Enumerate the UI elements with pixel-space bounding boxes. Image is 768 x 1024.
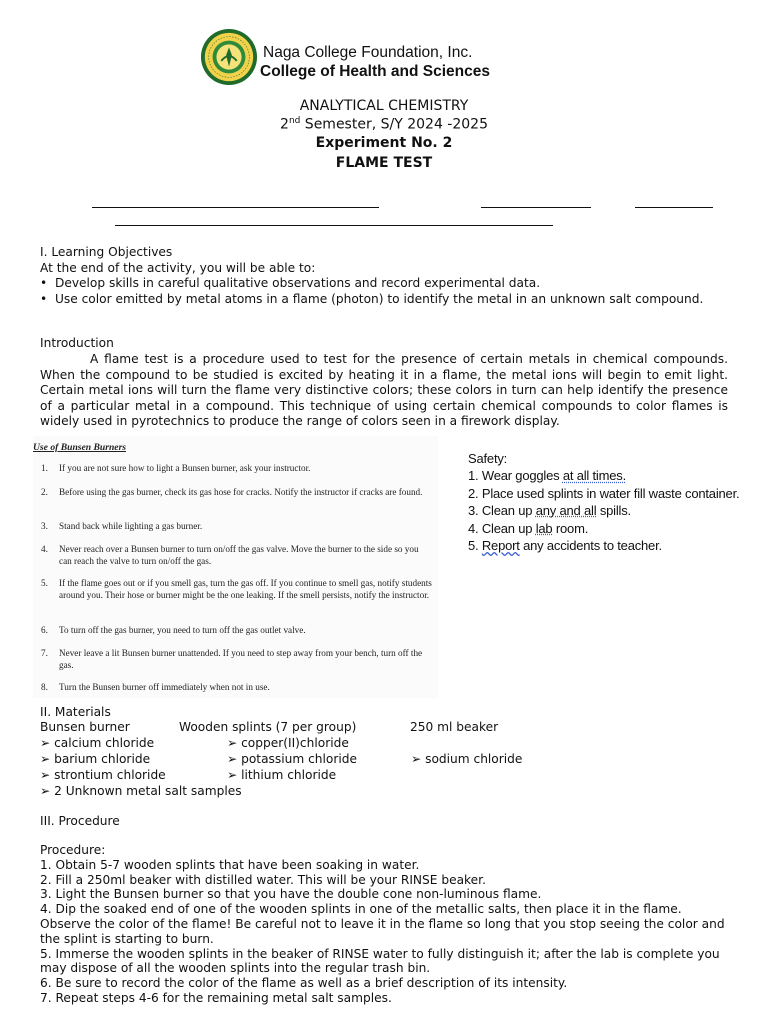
safety-item: 3. Clean up any and all spills. (468, 503, 631, 519)
procedure-step: 1. Obtain 5-7 wooden splints that have been soaking in water. (40, 857, 420, 872)
bunsen-rule-item: 5. If the flame goes out or if you smell gas, turn the gas off. If you continue to smell gas, notify students around you. Their hose or burner might be the one leaking. If the smell persists, notify the instructor. (41, 578, 432, 600)
material-item: ➢ 2 Unknown metal salt samples (40, 784, 242, 798)
material-item: Wooden splints (7 per group) (179, 720, 357, 734)
materials-heading: II. Materials (40, 705, 111, 719)
safety-item: 2. Place used splints in water fill waste container. (468, 485, 740, 501)
material-item: ➢ lithium chloride (227, 768, 337, 782)
score-blank-line (635, 207, 713, 208)
course-title: ANALYTICAL CHEMISTRY (299, 98, 469, 114)
procedure-step: 6. Be sure to record the color of the flame as well as a brief description of its intensity. (40, 976, 568, 991)
bunsen-rule-item: 3. Stand back while lighting a gas burner. (41, 521, 203, 531)
learning-objectives-intro: At the end of the activity, you will be able to: (40, 260, 316, 275)
safety-item: 5. Report any accidents to teacher. (468, 538, 662, 554)
safety-item: 1. Wear goggles at all times. (468, 468, 626, 484)
procedure-step: 2. Fill a 250ml beaker with distilled water. This will be your RINSE beaker. (40, 872, 486, 887)
material-item: ➢ barium chloride (40, 752, 151, 766)
procedure-section (40, 843, 728, 1006)
bunsen-rule-item: 7. Never leave a lit Bunsen burner unattended. If you need to step away from your bench, turn off the gas. (41, 648, 423, 670)
safety-item: 4. Clean up lab room. (468, 520, 589, 536)
experiment-number: Experiment No. 2 (315, 135, 453, 151)
bunsen-burner-rules (33, 436, 438, 698)
introduction-body: A flame test is a procedure used to test for the presence of certain metals in chemical compounds. When the compound to be studied is excited by heating it in a flame, the metal ions will begin to emit light. Certain metal ions will turn the flame very distinctive colors; these colors in turn can help identify the presence of a particular metal in a compound. This technique of using certain chemical compounds to color flames is widely used in pyrotechnics to produce the range of colors seen in a firework display. (40, 352, 728, 428)
bunsen-rules-title: Use of Bunsen Burners (33, 442, 127, 453)
procedure-step: 7. Repeat steps 4-6 for the remaining metal salt samples. (40, 990, 392, 1005)
bunsen-rule-item: 2. Before using the gas burner, check its gas hose for cracks. Notify the instructor if cracks are found. (41, 487, 423, 497)
procedure-step: 4. Dip the soaked end of one of the wooden splints in one of the metallic salts, then place it in the flame. Observe the color of the flame! Be careful not to leave it in the flame so long that you stop seeing the color and the splint is starting to burn. (40, 902, 725, 946)
college-seal-logo (200, 28, 258, 86)
college-name: College of Health and Sciences (260, 63, 490, 80)
objective-item: • Develop skills in careful qualitative observations and record experimental data. (40, 276, 541, 290)
introduction-heading: Introduction (40, 336, 114, 350)
name-blank-line (92, 207, 379, 208)
procedure-step: 3. Light the Bunsen burner so that you have the double cone non-luminous flame. (40, 887, 542, 902)
procedure-step: 5. Immerse the wooden splints in the beaker of RINSE water to fully distinguish it; after the lab is complete you may dispose of all the wooden splints into the regular trash bin. (40, 946, 720, 976)
material-item: 250 ml beaker (410, 720, 499, 734)
bunsen-rule-item: 8. Turn the Bunsen burner off immediately when not in use. (41, 682, 270, 692)
safety-heading: Safety: (468, 451, 508, 466)
material-item: ➢ potassium chloride (227, 752, 357, 766)
material-item: ➢ copper(II)chloride (227, 736, 349, 750)
material-item: ➢ sodium chloride (411, 752, 523, 766)
bunsen-rule-item: 6. To turn off the gas burner, you need to turn off the gas outlet valve. (41, 625, 306, 635)
learning-objectives-section (40, 245, 728, 307)
bunsen-rule-item: 1. If you are not sure how to light a Bunsen burner, ask your instructor. (41, 463, 311, 473)
bunsen-rule-item: 4. Never reach over a Bunsen burner to turn on/off the gas valve. Move the burner to the side so you can reach the valve to turn on/off the gas. (41, 544, 419, 566)
experiment-title: FLAME TEST (335, 155, 433, 171)
section-blank-line (115, 225, 553, 226)
learning-objectives-heading: I. Learning Objectives (40, 245, 173, 259)
procedure-heading: III. Procedure (40, 814, 120, 828)
date-blank-line (481, 207, 591, 208)
material-item: ➢ strontium chloride (40, 768, 166, 782)
material-item: Bunsen burner (40, 720, 130, 734)
objective-item: • Use color emitted by metal atoms in a flame (photon) to identify the metal in an unknown salt compound. (40, 291, 704, 306)
institution-name: Naga College Foundation, Inc. (263, 44, 473, 61)
safety-list (468, 450, 739, 554)
procedure-subheading: Procedure: (40, 843, 106, 857)
material-item: ➢ calcium chloride (40, 736, 155, 750)
semester-line: 2nd Semester, S/Y 2024 -2025 (280, 116, 488, 133)
